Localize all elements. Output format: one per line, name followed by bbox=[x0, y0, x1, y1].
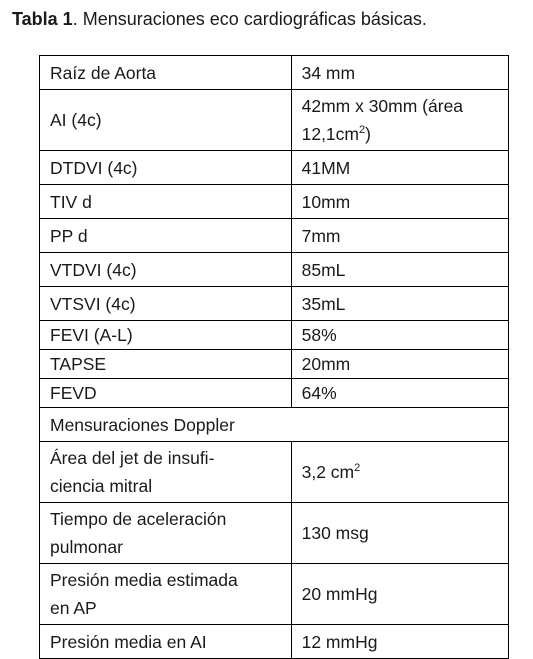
table-row bbox=[40, 564, 509, 625]
table-caption-text: . Mensuraciones eco cardiográficas básicas. bbox=[72, 9, 427, 29]
table-row bbox=[40, 185, 509, 219]
param-cell bbox=[40, 503, 292, 564]
param-cell: VTDVI (4c) bbox=[40, 253, 292, 287]
value-text: 3,2 cm bbox=[301, 462, 355, 482]
table-row bbox=[40, 321, 509, 350]
param-line: ciencia mitral bbox=[50, 476, 153, 496]
param-cell bbox=[40, 564, 292, 625]
section-header-row bbox=[40, 408, 509, 442]
table-row bbox=[40, 56, 509, 90]
value-cell: 58% bbox=[291, 321, 508, 350]
value-cell: 41MM bbox=[291, 151, 508, 185]
param-line: Área del jet de insufi- bbox=[50, 448, 215, 468]
table-row bbox=[40, 151, 509, 185]
value-cell: 10mm bbox=[291, 185, 508, 219]
param-cell: DTDVI (4c) bbox=[40, 151, 292, 185]
param-cell: FEVD bbox=[40, 379, 292, 408]
param-line: Tiempo de aceleración bbox=[50, 509, 227, 529]
param-cell: PP d bbox=[40, 219, 292, 253]
value-cell: 85mL bbox=[291, 253, 508, 287]
param-line: pulmonar bbox=[50, 537, 123, 557]
table-row bbox=[40, 442, 509, 503]
value-line: 42mm x 30mm (área bbox=[301, 96, 464, 116]
value-cell: 64% bbox=[291, 379, 508, 408]
table-caption-label: Tabla 1 bbox=[12, 9, 73, 29]
value-cell: 130 msg bbox=[291, 503, 508, 564]
value-cell bbox=[291, 442, 508, 503]
value-cell: 20mm bbox=[291, 350, 508, 379]
table-row bbox=[40, 350, 509, 379]
value-cell: 7mm bbox=[291, 219, 508, 253]
table-row bbox=[40, 253, 509, 287]
param-cell: Presión media en AI bbox=[40, 625, 292, 659]
param-cell: FEVI (A-L) bbox=[40, 321, 292, 350]
measurements-table bbox=[39, 55, 509, 659]
table-row bbox=[40, 503, 509, 564]
value-line: 12,1cm bbox=[301, 124, 359, 144]
table-row bbox=[40, 625, 509, 659]
table-row bbox=[40, 379, 509, 408]
doppler-section-header: Mensuraciones Doppler bbox=[40, 408, 509, 442]
param-cell: TIV d bbox=[40, 185, 292, 219]
param-cell: Raíz de Aorta bbox=[40, 56, 292, 90]
table-row bbox=[40, 219, 509, 253]
table-row bbox=[40, 287, 509, 321]
param-cell: VTSVI (4c) bbox=[40, 287, 292, 321]
table-caption bbox=[12, 6, 427, 32]
value-cell: 20 mmHg bbox=[291, 564, 508, 625]
value-cell: 12 mmHg bbox=[291, 625, 508, 659]
superscript: 2 bbox=[354, 462, 361, 474]
param-cell: TAPSE bbox=[40, 350, 292, 379]
table-row bbox=[40, 90, 509, 151]
param-cell: AI (4c) bbox=[40, 90, 292, 151]
superscript: 2 bbox=[359, 124, 366, 136]
param-cell bbox=[40, 442, 292, 503]
value-cell: 34 mm bbox=[291, 56, 508, 90]
value-line: ) bbox=[365, 124, 371, 144]
param-line: en AP bbox=[50, 598, 97, 618]
value-cell bbox=[291, 90, 508, 151]
param-line: Presión media estimada bbox=[50, 570, 238, 590]
value-cell: 35mL bbox=[291, 287, 508, 321]
